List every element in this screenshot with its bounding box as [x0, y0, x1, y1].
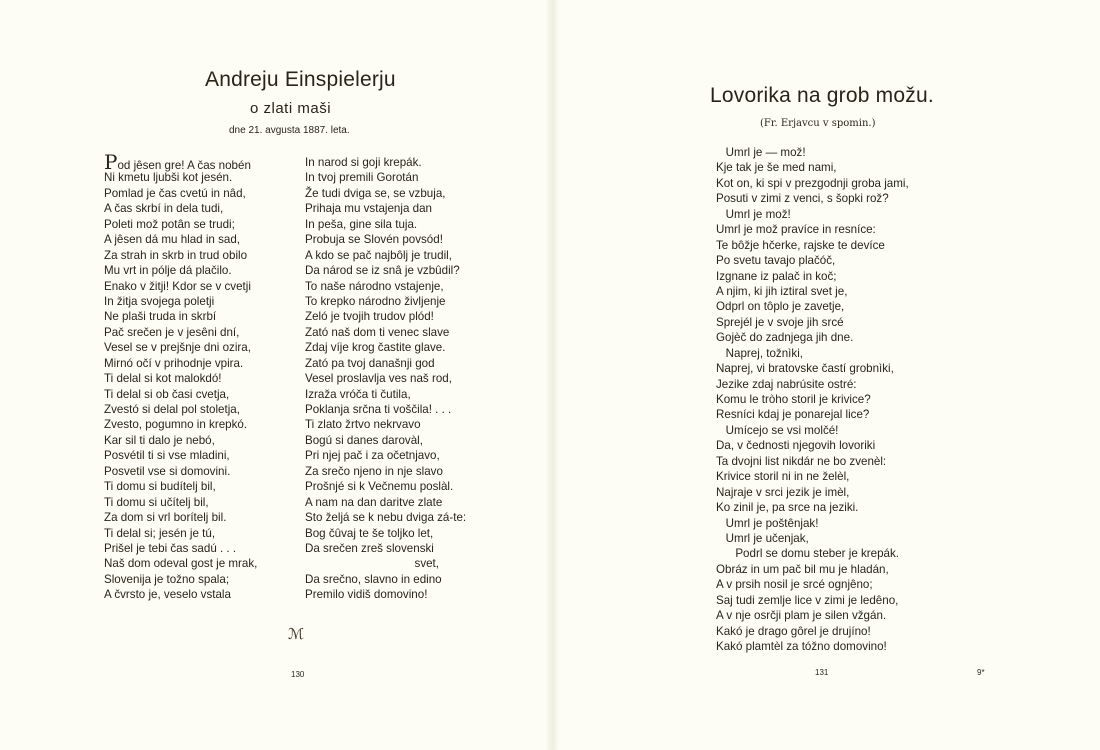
printer-ornament-icon: ℳ	[288, 625, 305, 643]
poem-line: Kakó je drago gôrel je drujíno!	[716, 624, 871, 638]
poem-line: Najraje v srci jezik je imèl,	[716, 485, 850, 499]
poem-line: Bogú si danes darovàl,	[305, 433, 423, 447]
poem-line: Da, v čednosti njegovih lovoriki	[716, 439, 876, 453]
poem-line: Sto željá se k nebu dviga zá-te:	[305, 511, 467, 525]
poem-line: Slovenija je tožno spala;	[104, 572, 230, 586]
poem-line: Naprej, tožnìki,	[716, 346, 803, 360]
poem-line: Prihaja mu vstajenja dan	[305, 202, 432, 216]
poem-line: Umrl je poštênjak!	[716, 516, 819, 530]
poem-line: To naše národno vstajenje,	[305, 279, 444, 293]
poem-line: Odprl on tôplo je zavetje,	[716, 300, 845, 314]
poem-line: A nam na dan daritve zlate	[305, 495, 443, 509]
poem-line: Vesel se v prejšnje dni ozira,	[104, 341, 251, 355]
poem-line: Za dom si vrl borítelj bil.	[104, 511, 227, 525]
poem-line: In žitja svojega poletji	[104, 294, 215, 308]
poem-column	[716, 145, 909, 654]
poem-line: A čvrsto je, veselo vstala	[104, 588, 231, 602]
poem-title: Andreju Einspielerju	[205, 68, 396, 91]
poem-line: Že tudi dviga se, se vzbuja,	[305, 186, 446, 200]
poem-line: Mirnó očí v prihodnje vpira.	[104, 356, 244, 370]
poem-line: Bog čûvaj te še toljko let,	[305, 526, 434, 540]
poem-line: Jezike zdaj nabrúsite ostré:	[716, 377, 857, 391]
poem-line: Naš dom odeval gost je mrak,	[104, 557, 258, 571]
drop-cap: P	[104, 150, 118, 174]
poem-line: A jêsen dá mu hlad in sad,	[104, 233, 240, 247]
poem-line: Ta dvojni list nikdár ne bo zvenèl:	[716, 454, 887, 468]
poem-line: A v nje osrčji plam je silen vžgán.	[716, 609, 887, 623]
poem-line: Posvétil ti si vse mladini,	[104, 449, 230, 463]
poem-line: Zvestó si delal pol stoletja,	[104, 403, 240, 416]
poem-line: Umrl je mož!	[716, 207, 791, 221]
poem-line: Podrl se domu steber je krepák.	[716, 547, 900, 561]
poem-line: Ko zinil je, pa srce na jeziki.	[716, 501, 859, 515]
poem-line: Premilo vidiš domovino!	[305, 588, 428, 602]
poem-line: Ti domu si budítelj bil,	[104, 480, 216, 494]
poem-line: In peša, gine sila tuja.	[305, 217, 418, 231]
poem-line: Prišel je tebi čas sadú . . .	[104, 541, 237, 555]
poem-line: Da národ se iz snâ je vzbûdil?	[305, 264, 460, 278]
poem-line: Enako v žitji! Kdor se v cvetji	[104, 279, 251, 293]
poem-title: Lovorika na grob možu.	[710, 84, 934, 107]
poem-line: Naprej, vi bratovske častí grobnìki,	[716, 362, 894, 376]
poem-line: Ti domu si učítelj bil,	[104, 495, 209, 509]
poem-line: Vesel proslavlja ves naš rod,	[305, 372, 452, 386]
poem-line: A njim, ki jih iztiral svet je,	[716, 284, 848, 298]
poem-line: Kje tak je še med nami,	[716, 161, 837, 175]
poem-line: Umrl je mož pravíce in resníce:	[716, 223, 876, 237]
poem-subtitle: (Fr. Erjavcu v spomin.)	[760, 118, 876, 129]
poem-line: Saj tudi zemlje lice v zimi je ledêno,	[716, 593, 899, 607]
poem-line: Posvetil vse si domovini.	[104, 464, 231, 478]
poem-column-2	[305, 155, 466, 603]
poem-line: Sprejél je v svoje jih srcé	[716, 315, 844, 329]
poem-line: A kdo se pač najbôlj je trudil,	[305, 248, 452, 262]
poem-line: Ti delal si; jesén je tú,	[104, 526, 216, 540]
poem-line: Resníci kdaj je ponarejal lice?	[716, 408, 870, 422]
poem-line: Ti delal si kot malokdó!	[104, 372, 222, 386]
poem-line: Kot on, ki spi v prezgodnji groba jami,	[716, 176, 909, 190]
poem-line-first	[104, 150, 257, 174]
poem-line: Poleti mož potân se trudi;	[104, 217, 235, 231]
poem-line: Te bôžje hčerke, rajske te devíce	[716, 238, 885, 252]
poem-line: Poklanja srčna ti voščila! . . .	[305, 403, 452, 416]
poem-subtitle: o zlati maši	[250, 100, 332, 117]
poem-line: To krepko národno življenje	[305, 294, 446, 308]
poem-line: Krivice storil ni in ne želèl,	[716, 470, 850, 484]
poem-line: Ne plaši truda in skrbí	[104, 310, 217, 324]
poem-line: Obráz in um pač bil mu je hladán,	[716, 562, 889, 576]
poem-line: Gojèč do zadnjega jih dne.	[716, 331, 854, 345]
poem-line: Mu vrt in pólje dá plačilo.	[104, 264, 232, 278]
poem-line: A v prsih nosil je srcé ognjêno;	[716, 578, 873, 592]
poem-line: Ni kmetu ljubši kot jesén.	[104, 171, 233, 185]
poem-line: Umrl je — mož!	[716, 146, 806, 159]
poem-line: Kar sil ti dalo je nebó,	[104, 433, 215, 447]
poem-line: Probuja se Slovén povsód!	[305, 233, 443, 247]
poem-line: Zdaj víje krog častite glave.	[305, 341, 446, 355]
poem-line: Izraža vróča ti čutila,	[305, 387, 411, 401]
poem-line: Zeló je tvojih trudov plód!	[305, 310, 434, 324]
poem-line: Umrl je učenjak,	[716, 531, 809, 545]
page-number: 130	[291, 670, 305, 679]
poem-line: Pač srečen je v jesêni dní,	[104, 325, 240, 339]
poem-line: Da srečen zreš slovenski	[305, 541, 434, 555]
poem-line: A čas skrbí in dela tudi,	[104, 202, 224, 216]
poem-line: Ti delal si ob časi cvetja,	[104, 387, 230, 401]
poem-line: Da srečno, slavno in edino	[305, 572, 442, 586]
page-number: 131	[815, 668, 829, 677]
poem-line: Pri njej pač i za očetnjavo,	[305, 449, 440, 463]
poem-line: In narod si goji krepák.	[305, 156, 422, 169]
poem-line: Za srečo njeno in nje slavo	[305, 464, 443, 478]
poem-line: Zvesto, pogumno in krepkó.	[104, 418, 248, 432]
poem-line: Umícejo se vsi molčé!	[716, 423, 839, 437]
poem-line: Kakó plamtèl za tóžno domovino!	[716, 640, 887, 653]
poem-line: Za strah in skrb in trud obilo	[104, 248, 248, 262]
poem-column-1	[104, 150, 258, 603]
poem-date-line: dne 21. avgusta 1887. leta.	[229, 125, 350, 136]
poem-line: Po svetu tavajo plačóč,	[716, 254, 836, 268]
poem-line: Zató pa tvoj današnji god	[305, 356, 435, 370]
poem-line: In tvoj premili Gorotán	[305, 171, 419, 185]
right-page	[560, 0, 1100, 750]
poem-line: Izgnane iz palač in koč;	[716, 269, 837, 283]
poem-line: Posuti v zimi z venci, s šopki rož?	[716, 192, 889, 206]
poem-line: Zató naš dom ti venec slave	[305, 325, 450, 339]
poem-line: svet,	[305, 557, 440, 571]
left-page	[0, 0, 540, 750]
poem-line: Ti zlato žrtvo nekrvavo	[305, 418, 421, 432]
poem-line: Prošnjé si k Večnemu poslàl.	[305, 480, 454, 494]
poem-line: Komu le tròho storil je krivice?	[716, 393, 871, 406]
poem-line: Pomlad je čas cvetú in nâd,	[104, 186, 246, 200]
book-spine	[545, 0, 559, 750]
signature-mark: 9*	[977, 668, 985, 677]
first-line-text: od jêsen gre! A čas nobén	[117, 159, 251, 172]
